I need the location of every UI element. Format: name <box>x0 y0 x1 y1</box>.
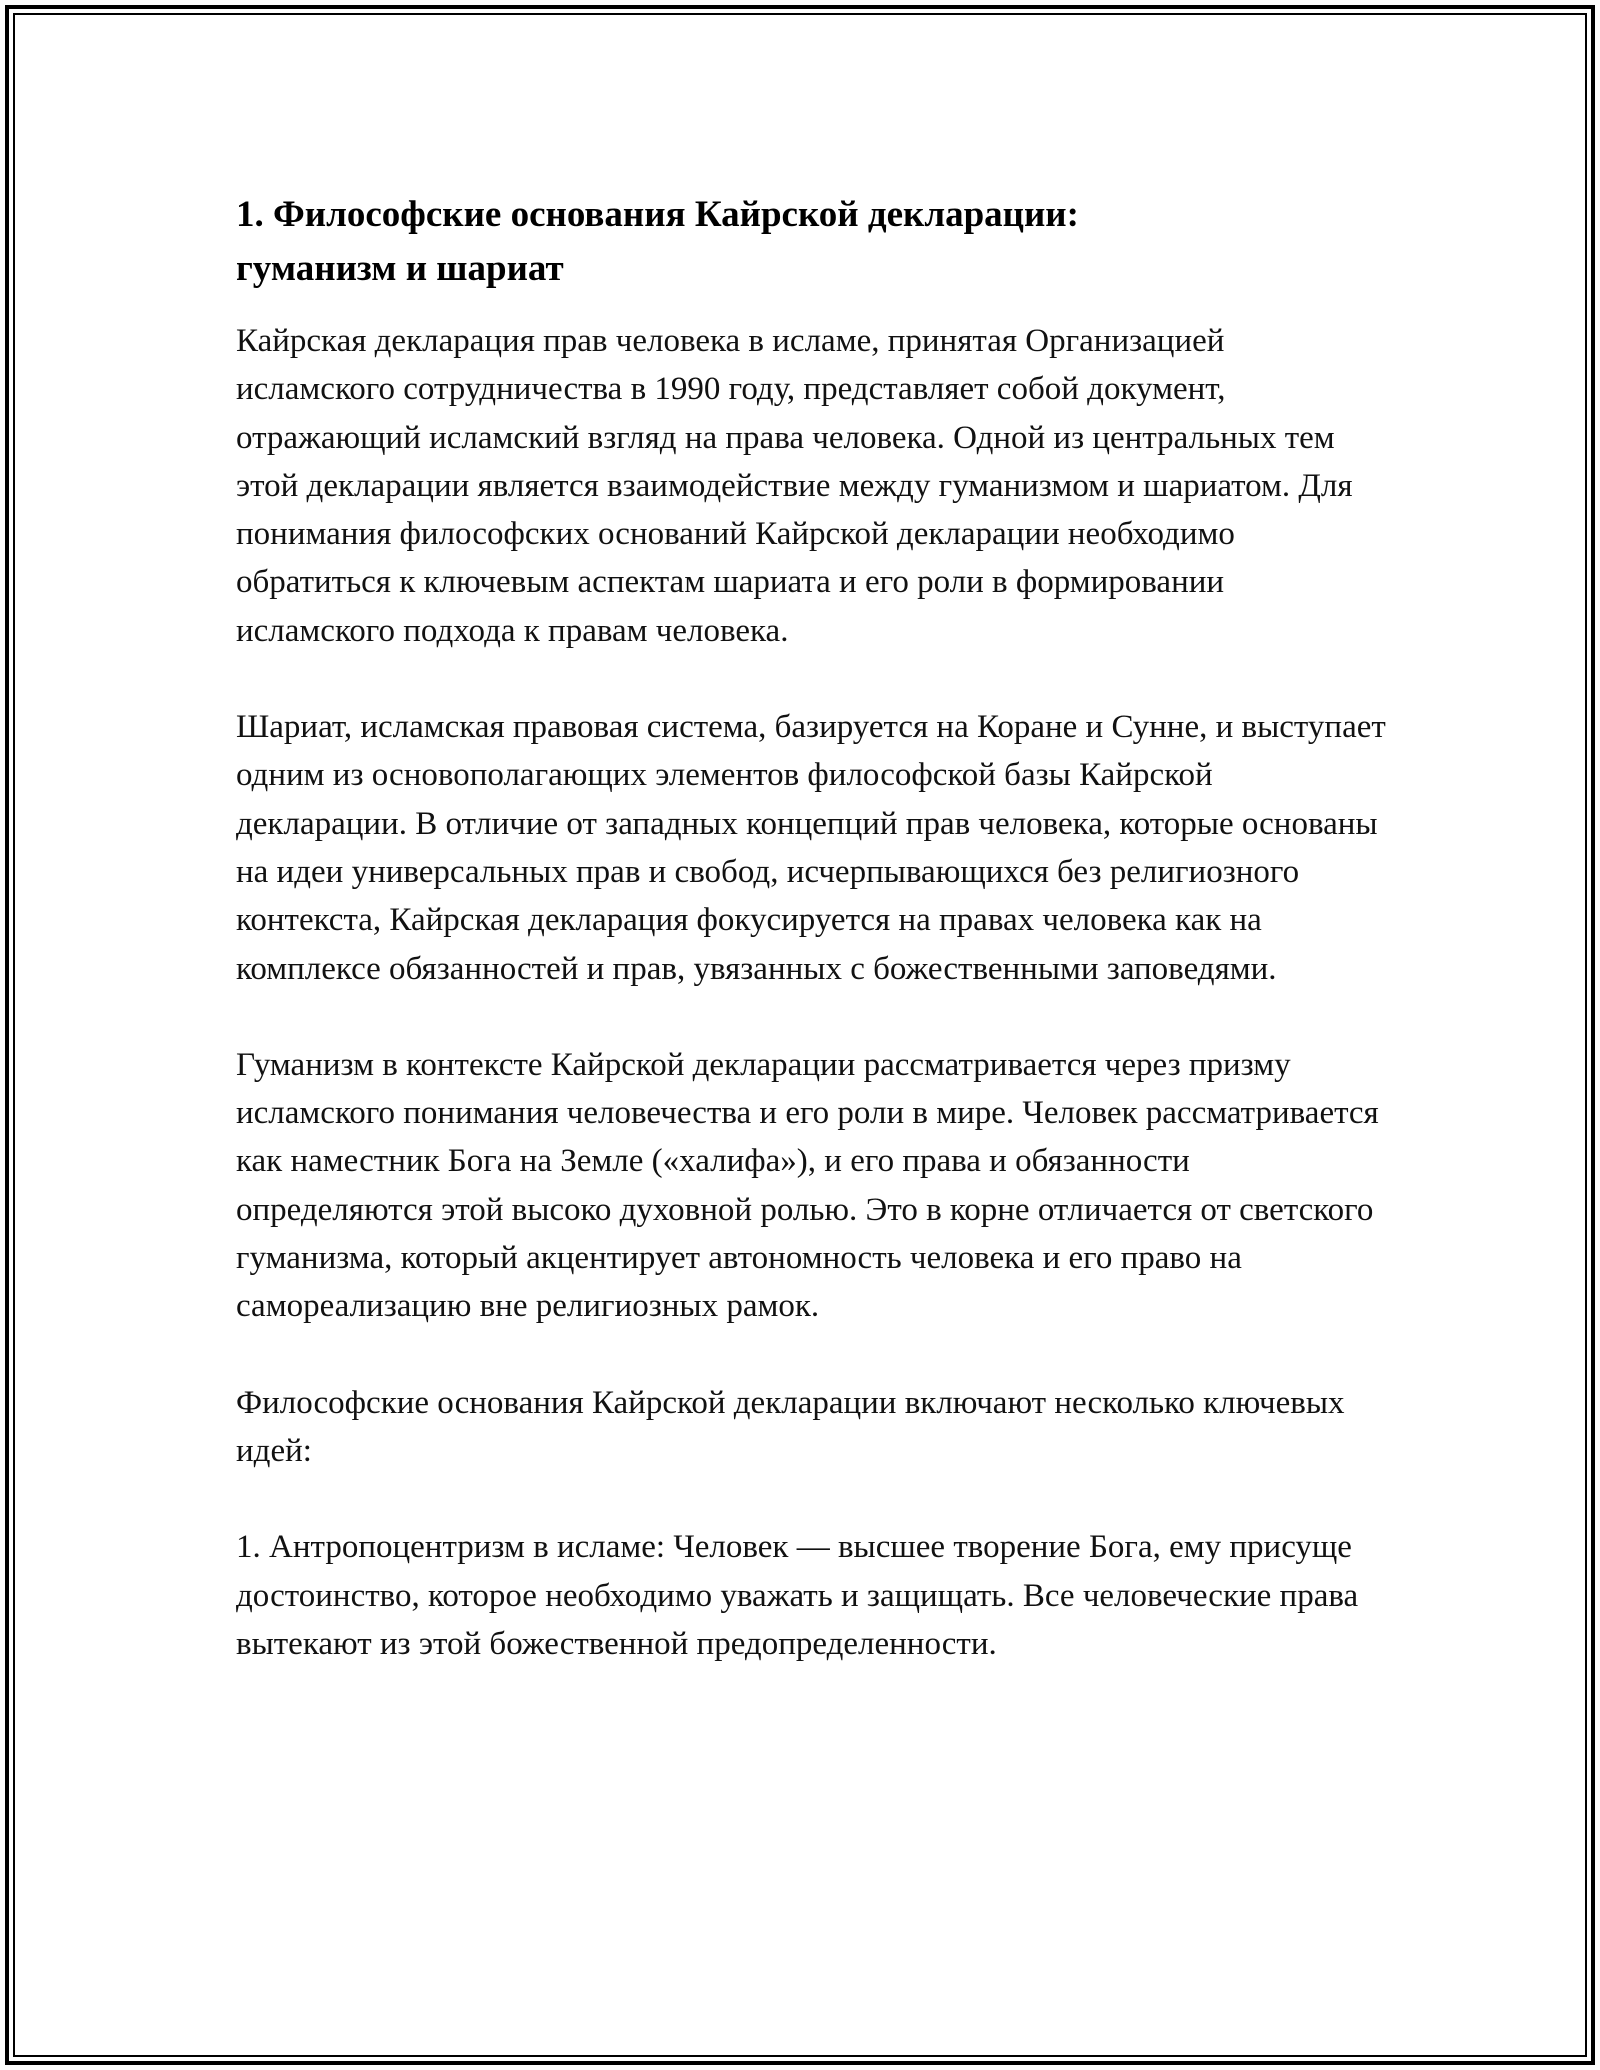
section-heading-line-1: 1. Философские основания Кайрской декларации: <box>236 194 1079 235</box>
paragraph-key-ideas-intro: Философские основания Кайрской декларации включают несколько ключевых идей: <box>236 1384 1345 1469</box>
paragraph-sharia: Шариат, исламская правовая система, базируется на Коране и Сунне, и выступает одним из основополагающих элементов философской базы Кайрской декларации. В отличие от западных концепций прав человека, которые основаны на идеи универсальных прав и свобод, исчерпывающихся без религиозного контекста, Кайрская декларация фокусируется на правах человека как на комплексе обязанностей и прав, увязанных с божественными заповедями. <box>236 709 1386 987</box>
section-heading <box>236 188 1386 296</box>
section-heading-line-2: гуманизм и шариат <box>236 248 564 289</box>
paragraph-humanism: Гуманизм в контексте Кайрской декларации рассматривается через призму исламского понимания человечества и его роли в мире. Человек рассматривается как наместник Бога на Земле («халифа»), и его права и обязанности определяются этой высоко духовной ролью. Это в корне отличается от светского гуманизма, который акцентирует автономность человека и его право на самореализацию вне религиозных рамок. <box>236 1046 1379 1325</box>
paragraph-intro: Кайрская декларация прав человека в исламе, принятая Организацией исламского сотрудничества в 1990 году, представляет собой документ, отражающий исламский взгляд на права человека. Одной из центральных тем этой декларации является взаимодействие между гуманизмом и шариатом. Для понимания философских оснований Кайрской декларации необходимо обратиться к ключевым аспектам шариата и его роли в формировании исламского подхода к правам человека. <box>236 323 1353 649</box>
paragraph-list-item-1: 1. Антропоцентризм в исламе: Человек — высшее творение Бога, ему присуще достоинство, которое необходимо уважать и защищать. Все человеческие права вытекают из этой божественной предопределенности. <box>236 1529 1359 1662</box>
document-body <box>236 188 1386 1668</box>
